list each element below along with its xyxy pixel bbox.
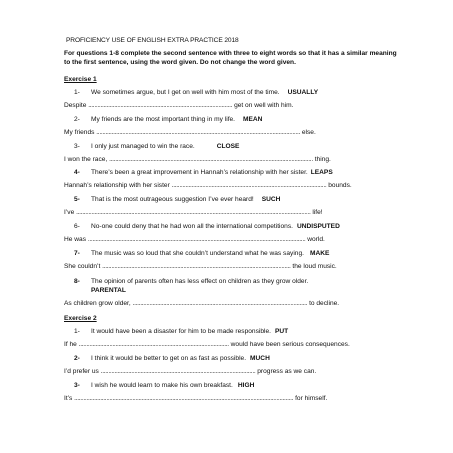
answer-blank[interactable]: .................................................................................................. (78, 341, 229, 348)
question-number: 1- (74, 328, 80, 335)
question-keyword: SUCH (261, 196, 281, 203)
answer-line (64, 341, 350, 348)
answer-start: It’s (64, 395, 73, 402)
exercise-1-title: Exercise 1 (64, 76, 97, 83)
question-text: There’s been a great improvement in Hannah’s relationship with her sister. (91, 169, 308, 176)
question-number: 8- (74, 278, 80, 285)
question (74, 143, 239, 150)
question-keyword: UNDISPUTED (296, 223, 340, 230)
answer-blank[interactable]: ......................................................................................................................................................... (76, 209, 311, 216)
answer-end: for himself. (295, 395, 328, 402)
answer-blank[interactable]: .................................................................................................................. (132, 300, 308, 307)
answer-end: would have been serious consequences. (230, 341, 350, 348)
answer-start: I won the race, (64, 156, 108, 163)
question-text: The music was so loud that she couldn’t understand what he was saying. (91, 250, 304, 257)
answer-blank[interactable]: .............................................................................................................................................. (87, 236, 306, 243)
answer-blank[interactable]: ........................................................................................................................... (102, 263, 291, 270)
answer-blank[interactable]: ..................................................................................................... (171, 182, 327, 189)
question-keyword: HIGH (237, 382, 255, 389)
question (74, 169, 333, 176)
question-text: I think it would be better to get on as fast as possible. (91, 355, 247, 362)
question-keyword: MAKE (309, 250, 330, 257)
question-number: 2- (74, 116, 80, 123)
answer-blank[interactable]: .............................................................................................. (88, 102, 233, 109)
answer-end: life! (312, 209, 323, 216)
question (74, 328, 288, 335)
question (74, 116, 262, 123)
answer-line (64, 236, 325, 243)
question-keyword: USUALLY (287, 89, 319, 96)
answer-end: to decline. (309, 300, 340, 307)
answer-start: Hannah’s relationship with her sister (64, 182, 170, 189)
answer-start: I’d prefer us (64, 368, 99, 375)
answer-line (64, 129, 316, 136)
question-number: 1- (74, 89, 80, 96)
document-header: PROFICIENCY USE OF ENGLISH EXTRA PRACTICE 2018 (66, 37, 239, 44)
answer-line (64, 156, 331, 163)
question (74, 278, 308, 285)
answer-blank[interactable]: ..................................................................................................... (100, 368, 256, 375)
question-text: I only just managed to win the race. (91, 143, 195, 150)
answer-end: bounds. (328, 182, 352, 189)
question-text: The opinion of parents often has less effect on children as they grow older. (91, 278, 309, 285)
answer-start: Despite (64, 102, 87, 109)
answer-end: thing. (314, 156, 331, 163)
question-keyword: MUCH (250, 355, 270, 362)
question-text: It would have been a disaster for him to be made responsible. (91, 328, 271, 335)
answer-end: world. (307, 236, 325, 243)
answer-blank[interactable]: ..................................................................................................................................... (96, 129, 301, 136)
answer-end: get on well with him. (234, 102, 294, 109)
question (74, 223, 340, 230)
answer-start: I’ve (64, 209, 75, 216)
answer-line (64, 368, 316, 375)
question-number: 4- (74, 169, 80, 176)
answer-blank[interactable]: ............................................................................................................................................... (74, 395, 294, 402)
answer-line (64, 102, 293, 109)
answer-line (64, 395, 327, 402)
question (74, 382, 254, 389)
answer-start: If he (64, 341, 77, 348)
question-keyword: MEAN (243, 116, 263, 123)
question-number: 3- (74, 143, 80, 150)
question-keyword: LEAPS (310, 169, 333, 176)
question-keyword: PUT (274, 328, 289, 335)
answer-line (64, 263, 337, 270)
answer-start: She couldn’t (64, 263, 101, 270)
exercise-2-title: Exercise 2 (64, 315, 97, 322)
question-number: 7- (74, 250, 80, 257)
question (74, 250, 329, 257)
question-text: My friends are the most important thing in my life. (91, 116, 236, 123)
question-text: No-one could deny that he had won all the international competitions. (91, 223, 293, 230)
answer-line (64, 300, 339, 307)
answer-line (64, 182, 352, 189)
question-text: We sometimes argue, but I get on well with him most of the time. (91, 89, 280, 96)
instructions: For questions 1-8 complete the second sentence with three to eight words so that it has a similar meaning to the first sentence, using the word given. Do not change the word given. (64, 50, 397, 66)
answer-start: He was (64, 236, 86, 243)
question-number: 5- (74, 196, 80, 203)
question-text: That is the most outrageous suggestion I’ve ever heard! (91, 196, 254, 203)
question-number: 2- (74, 355, 80, 362)
question-number: 6- (74, 223, 80, 230)
answer-end: the loud music. (292, 263, 337, 270)
question-keyword: PARENTAL (91, 287, 126, 294)
answer-end: progress as we can. (257, 368, 317, 375)
answer-blank[interactable]: ..................................................................................................................................... (109, 156, 313, 163)
question-text: I wish he would learn to make his own breakfast. (91, 382, 233, 389)
question (74, 196, 280, 203)
answer-end: else. (301, 129, 316, 136)
question-keyword: CLOSE (216, 143, 240, 150)
question-number: 3- (74, 382, 80, 389)
answer-start: As children grow older, (64, 300, 131, 307)
question (74, 89, 318, 96)
question (74, 355, 270, 362)
answer-line (64, 209, 323, 216)
answer-start: My friends (64, 129, 95, 136)
